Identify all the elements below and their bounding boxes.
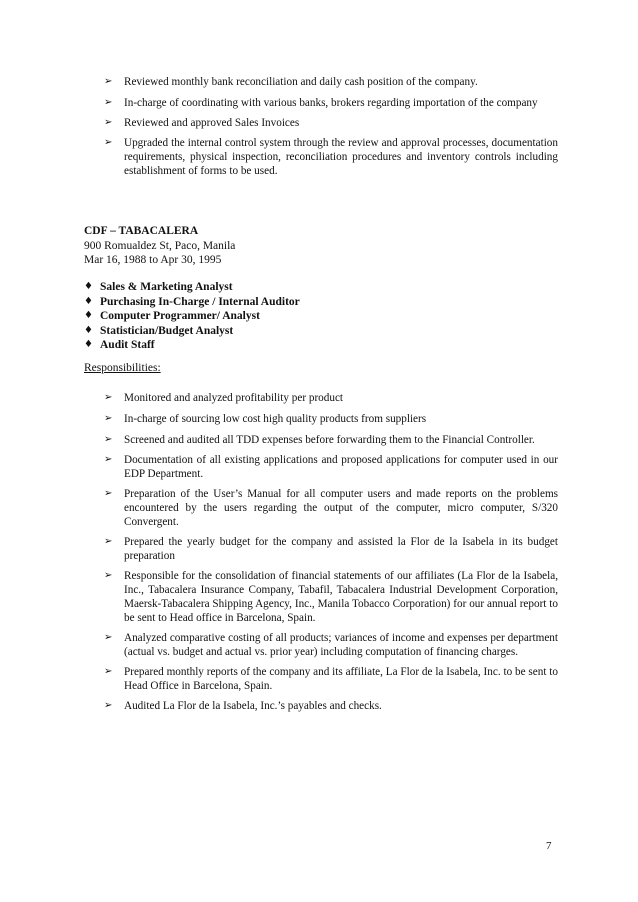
previous-job-duties-list [91, 75, 558, 178]
arrow-bullet-icon: ➢ [104, 570, 113, 581]
arrow-bullet-icon: ➢ [104, 632, 113, 643]
arrow-bullet-icon: ➢ [104, 97, 113, 108]
list-item: ➢ Prepared the yearly budget for the company and assisted la Flor de la Isabela in its budget preparation [104, 536, 558, 562]
list-item: ➢ Upgraded the internal control system through the review and approval processes, documentation requirements, physical inspection, reconciliation procedures and inventory controls including establishment of forms to be used. [104, 137, 558, 177]
diamond-bullet-icon: ♦ [84, 324, 93, 336]
employment-dates: Mar 16, 1988 to Apr 30, 1995 [84, 254, 222, 266]
arrow-bullet-icon: ➢ [104, 117, 113, 128]
list-item: ➢ Audited La Flor de la Isabela, Inc.’s payables and checks. [104, 700, 382, 712]
list-item: ➢ Reviewed monthly bank reconciliation and daily cash position of the company. [104, 76, 478, 88]
roles-list [84, 280, 300, 353]
company-block [84, 224, 235, 268]
list-item: ➢ Preparation of the User’s Manual for all computer users and made reports on the problems encountered by the users regarding the output of the computer, micro computer, S/320 Convergent. [104, 488, 558, 528]
arrow-bullet-icon: ➢ [104, 700, 113, 711]
arrow-bullet-icon: ➢ [104, 536, 113, 547]
arrow-bullet-icon: ➢ [104, 413, 113, 424]
role-item: ♦ Sales & Marketing Analyst [84, 281, 233, 293]
responsibilities-list [91, 391, 558, 713]
page-number: 7 [546, 840, 552, 852]
arrow-bullet-icon: ➢ [104, 434, 113, 445]
list-item: ➢ In-charge of sourcing low cost high quality products from suppliers [104, 413, 427, 425]
company-name: CDF – TABACALERA [84, 225, 199, 237]
role-item: ♦ Audit Staff [84, 339, 155, 351]
list-item: ➢ In-charge of coordinating with various banks, brokers regarding importation of the company [104, 97, 538, 109]
role-item: ♦ Statistician/Budget Analyst [84, 324, 234, 337]
arrow-bullet-icon: ➢ [104, 488, 113, 499]
arrow-bullet-icon: ➢ [104, 666, 113, 677]
diamond-bullet-icon: ♦ [84, 339, 93, 350]
diamond-bullet-icon: ♦ [84, 295, 93, 307]
list-item: ➢ Monitored and analyzed profitability per product [104, 392, 344, 404]
list-item: ➢ Responsible for the consolidation of financial statements of our affiliates (La Flor de la Isabela, Inc., Tabacalera Insurance Company, Tabafil, Tabacalera Industrial Development Corporation, Maersk-Tabacalera Shipping Agency, Inc., Manila Tobacco Corporation) for our annual report to be sent to Head office in Barcelona, Spain. [104, 570, 558, 624]
responsibilities-heading: Responsibilities: [84, 362, 161, 374]
list-item: ➢ Documentation of all existing applications and proposed applications for computer used in our EDP Department. [104, 454, 558, 480]
list-item: ➢ Screened and audited all TDD expenses before forwarding them to the Financial Controller. [104, 434, 535, 446]
diamond-bullet-icon: ♦ [84, 310, 93, 321]
arrow-bullet-icon: ➢ [104, 76, 113, 87]
diamond-bullet-icon: ♦ [84, 281, 93, 292]
role-item: ♦ Purchasing In-Charge / Internal Auditor [84, 295, 300, 308]
arrow-bullet-icon: ➢ [104, 137, 113, 148]
company-address: 900 Romualdez St, Paco, Manila [84, 239, 236, 252]
role-item: ♦ Computer Programmer/ Analyst [84, 310, 260, 322]
list-item: ➢ Prepared monthly reports of the company and its affiliate, La Flor de la Isabela, Inc. to be sent to Head Office in Barcelona, Spain. [104, 666, 558, 692]
arrow-bullet-icon: ➢ [104, 392, 113, 403]
arrow-bullet-icon: ➢ [104, 454, 113, 465]
list-item: ➢ Analyzed comparative costing of all products; variances of income and expenses per department (actual vs. budget and actual vs. prior year) including computation of financing charges. [104, 632, 558, 658]
list-item: ➢ Reviewed and approved Sales Invoices [104, 117, 300, 129]
